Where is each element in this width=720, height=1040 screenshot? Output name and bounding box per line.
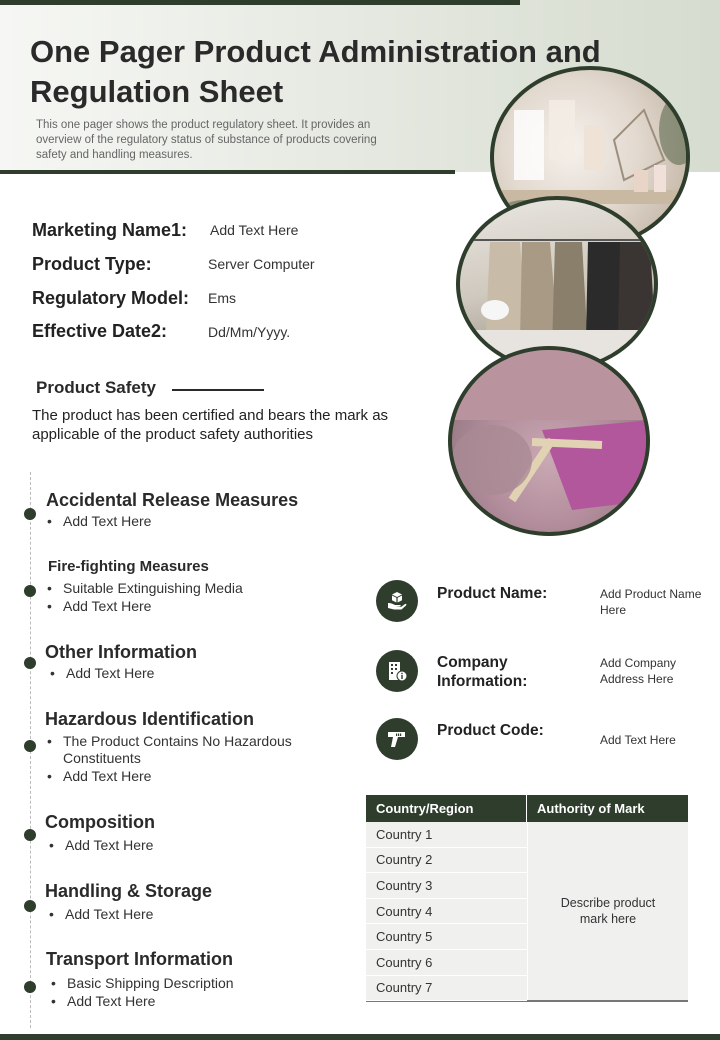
- timeline-dot: [24, 508, 36, 520]
- table-header-country: Country/Region: [366, 795, 527, 822]
- product-safety-underline: [172, 389, 264, 391]
- timeline-dot: [24, 900, 36, 912]
- timeline-dot: [24, 740, 36, 752]
- table-header-authority: Authority of Mark: [537, 801, 645, 816]
- field-value-effective-date: Dd/Mm/Yyyy.: [208, 324, 291, 340]
- table-country-column: [366, 822, 527, 1001]
- timeline-dot: [24, 657, 36, 669]
- timeline-dot: [24, 981, 36, 993]
- section-item-text: • Add Text Here: [63, 513, 152, 529]
- section-item-text: • Add Text Here: [65, 906, 154, 922]
- table-row: Country 4: [366, 899, 527, 925]
- scanner-icon: [376, 718, 418, 760]
- page-subtitle: This one pager shows the product regulatory sheet. It provides an overview of the regulatory status of substance of products covering safety and handling measures.: [36, 119, 377, 161]
- section-item-text: • Add Text Here: [63, 768, 152, 784]
- info-value-product-name: Add Product Name Here: [600, 587, 702, 617]
- field-value-marketing-name: Add Text Here: [210, 222, 299, 238]
- info-value-product-code: Add Text Here: [600, 733, 676, 747]
- info-label-company-information: Company Information:: [437, 654, 528, 690]
- section-title-other-information: Other Information: [45, 642, 197, 662]
- textiles-illustration: [452, 350, 650, 536]
- header-divider: [0, 170, 455, 174]
- authority-text: Describe product mark here: [560, 896, 656, 926]
- table-row: Country 1: [366, 822, 527, 848]
- section-title-accidental-release: Accidental Release Measures: [46, 490, 299, 510]
- section-item: [52, 975, 352, 992]
- section-item-text: • Add Text Here: [63, 598, 152, 614]
- box-hand-icon: [376, 580, 418, 622]
- country-authority-table: [366, 795, 688, 1002]
- table-header: [366, 795, 688, 822]
- timeline-dot: [24, 585, 36, 597]
- building-info-icon-glyph: [385, 659, 409, 683]
- section-item: [48, 580, 348, 597]
- product-safety-body: The product has been certified and bears the mark as applicable of the product safety authorities: [32, 407, 389, 443]
- field-value-regulatory-model: Ems: [208, 290, 236, 306]
- table-row: Country 6: [366, 950, 527, 976]
- section-item-text: • Add Text Here: [66, 665, 155, 681]
- top-bar: [0, 0, 520, 5]
- section-title-hazardous-identification: Hazardous Identification: [45, 709, 255, 729]
- section-item: [48, 598, 348, 615]
- section-item-text: • Basic Shipping Description: [67, 975, 234, 991]
- bottom-bar: [0, 1034, 720, 1040]
- field-label-marketing-name: Marketing Name1:: [32, 220, 188, 240]
- section-title-transport-information: Transport Information: [46, 949, 234, 969]
- section-item: [50, 837, 350, 854]
- section-title-fire-fighting: Fire-fighting Measures: [48, 558, 209, 575]
- scanner-icon-glyph: [385, 727, 409, 751]
- section-title-composition: Composition: [45, 812, 155, 832]
- box-hand-icon-glyph: [385, 589, 409, 613]
- section-item: [48, 513, 348, 530]
- info-label-product-code: Product Code:: [437, 722, 544, 739]
- section-item: [50, 906, 350, 923]
- field-value-product-type: Server Computer: [208, 256, 315, 272]
- field-label-product-type: Product Type:: [32, 254, 152, 274]
- table-row: Country 7: [366, 976, 527, 1002]
- table-body: [366, 822, 688, 1002]
- section-title-handling-storage: Handling & Storage: [45, 881, 213, 901]
- info-label-product-name: Product Name:: [437, 585, 548, 602]
- page-title: One Pager Product Administration and Regulation Sheet: [30, 34, 601, 109]
- table-row: Country 2: [366, 848, 527, 874]
- table-row: Country 3: [366, 873, 527, 899]
- section-item: [48, 733, 348, 767]
- section-item-text: • The Product Contains No Hazardous Constituents: [63, 733, 292, 766]
- section-item: [52, 993, 352, 1010]
- section-item-text: • Add Text Here: [65, 837, 154, 853]
- timeline-dot: [24, 829, 36, 841]
- field-label-effective-date: Effective Date2:: [32, 321, 168, 341]
- product-photo-textiles: [448, 346, 650, 536]
- building-info-icon: [376, 650, 418, 692]
- info-value-company-information: Add Company Address Here: [600, 656, 677, 686]
- section-item: [51, 665, 351, 682]
- section-item-text: • Add Text Here: [67, 993, 156, 1009]
- table-row: Country 5: [366, 924, 527, 950]
- field-label-regulatory-model: Regulatory Model:: [32, 288, 190, 308]
- authority-cell: [528, 822, 688, 1000]
- section-item: [48, 768, 348, 785]
- section-item-text: • Suitable Extinguishing Media: [63, 580, 243, 596]
- product-safety-heading: Product Safety: [36, 378, 156, 397]
